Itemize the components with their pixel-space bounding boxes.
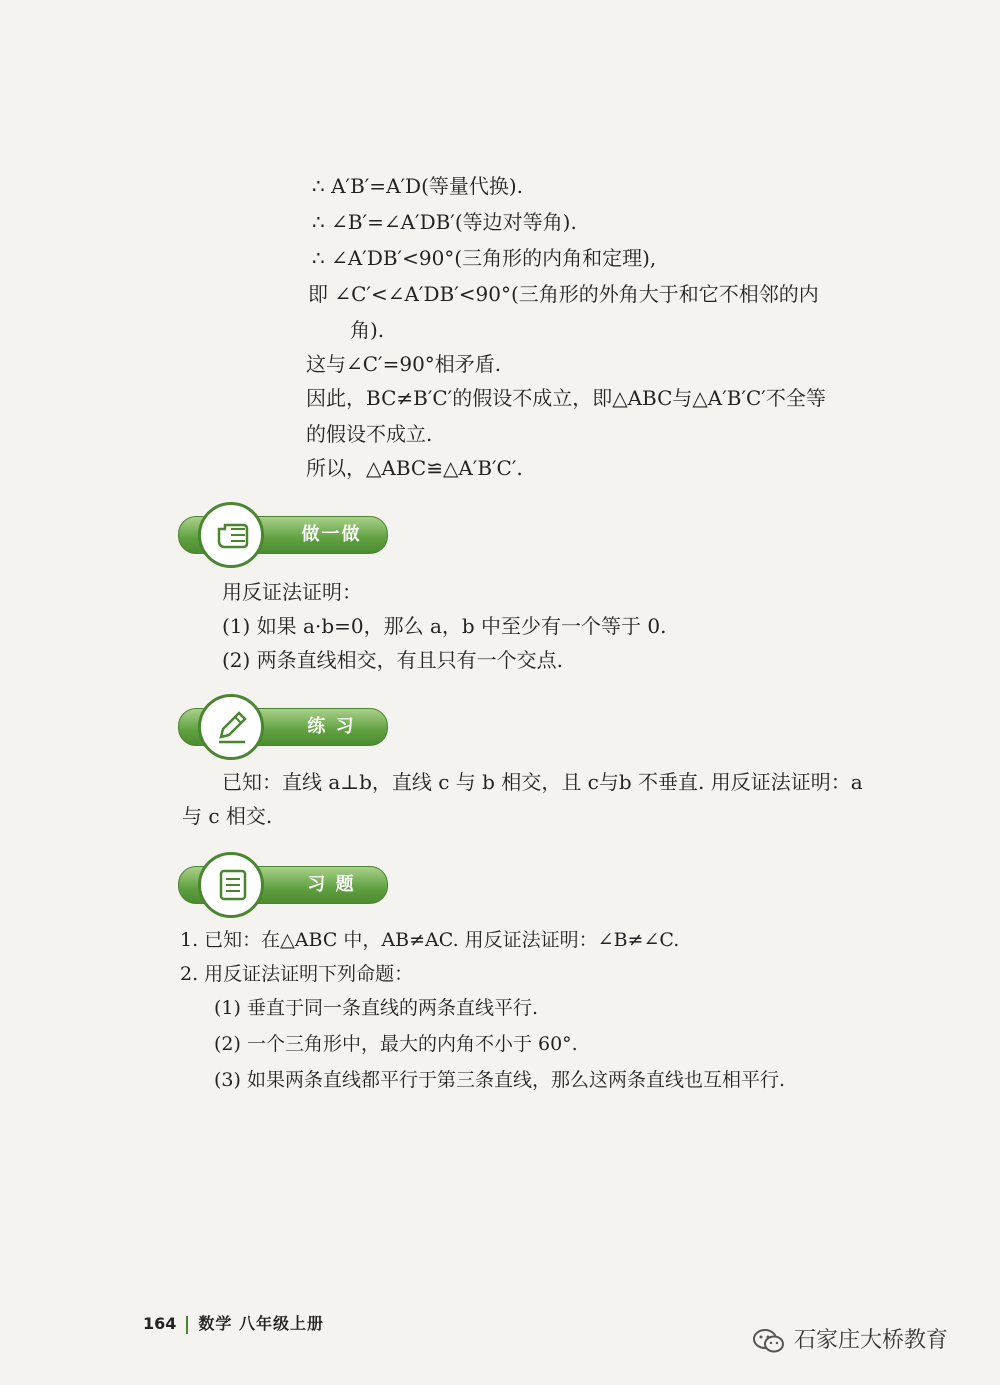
zuoyizuo-item-2: (2) 两条直线相交，有且只有一个交点.: [222, 648, 564, 672]
proof-line-9: 所以，△ABC≌△A′B′C′.: [306, 456, 523, 480]
bleed-through-decoration: [190, 178, 206, 201]
proof-line-4: 即 ∠C′<∠A′DB′<90°(三角形的外角大于和它不相邻的内: [308, 282, 819, 306]
banner-title: 习 题: [307, 874, 356, 895]
banner-title: 做一做: [301, 524, 362, 545]
proof-line-1: ∴ A′B′=A′D(等量代换).: [312, 174, 524, 198]
proof-line-2: ∴ ∠B′=∠A′DB′(等边对等角).: [312, 210, 577, 234]
xiti-banner: [178, 852, 388, 920]
page-footer: [143, 1312, 324, 1336]
footer-divider: [186, 1316, 188, 1334]
xiti-sub-3: (3) 如果两条直线都平行于第三条直线，那么这两条直线也互相平行.: [214, 1069, 785, 1091]
proof-line-5: 角).: [350, 318, 385, 342]
zuoyizuo-intro: 用反证法证明：: [222, 580, 362, 604]
book-title: 数学 八年级上册: [198, 1314, 324, 1333]
banner-title: 练 习: [307, 716, 356, 737]
lianxi-line-1: 已知：直线 a⊥b，直线 c 与 b 相交，且 c与b 不垂直. 用反证法证明：a: [222, 770, 863, 794]
proof-line-7: 因此，BC≠B′C′的假设不成立，即△ABC与△A′B′C′不全等: [306, 386, 826, 410]
watermark: [752, 1323, 948, 1359]
proof-line-6: 这与∠C′=90°相矛盾.: [306, 352, 502, 376]
page-number: 164: [143, 1314, 177, 1333]
notepad-icon: [198, 852, 264, 918]
xiti-q2: 2. 用反证法证明下列命题：: [180, 963, 414, 985]
wechat-icon: [752, 1327, 786, 1355]
lianxi-line-2: 与 c 相交.: [182, 804, 273, 828]
hand-icon: [198, 502, 264, 568]
xiti-sub-2: (2) 一个三角形中，最大的内角不小于 60°.: [214, 1033, 578, 1055]
zuoyizuo-banner: [178, 502, 388, 570]
proof-line-8: 的假设不成立.: [306, 422, 433, 446]
pencil-icon: [198, 694, 264, 760]
xiti-q1: 1. 已知：在△ABC 中，AB≠AC. 用反证法证明：∠B≠∠C.: [180, 929, 680, 951]
zuoyizuo-item-1: (1) 如果 a·b=0，那么 a，b 中至少有一个等于 0.: [222, 614, 667, 638]
lianxi-banner: [178, 694, 388, 762]
xiti-sub-1: (1) 垂直于同一条直线的两条直线平行.: [214, 997, 538, 1019]
proof-line-3: ∴ ∠A′DB′<90°(三角形的内角和定理),: [312, 246, 657, 270]
watermark-text: 石家庄大桥教育: [794, 1328, 949, 1353]
